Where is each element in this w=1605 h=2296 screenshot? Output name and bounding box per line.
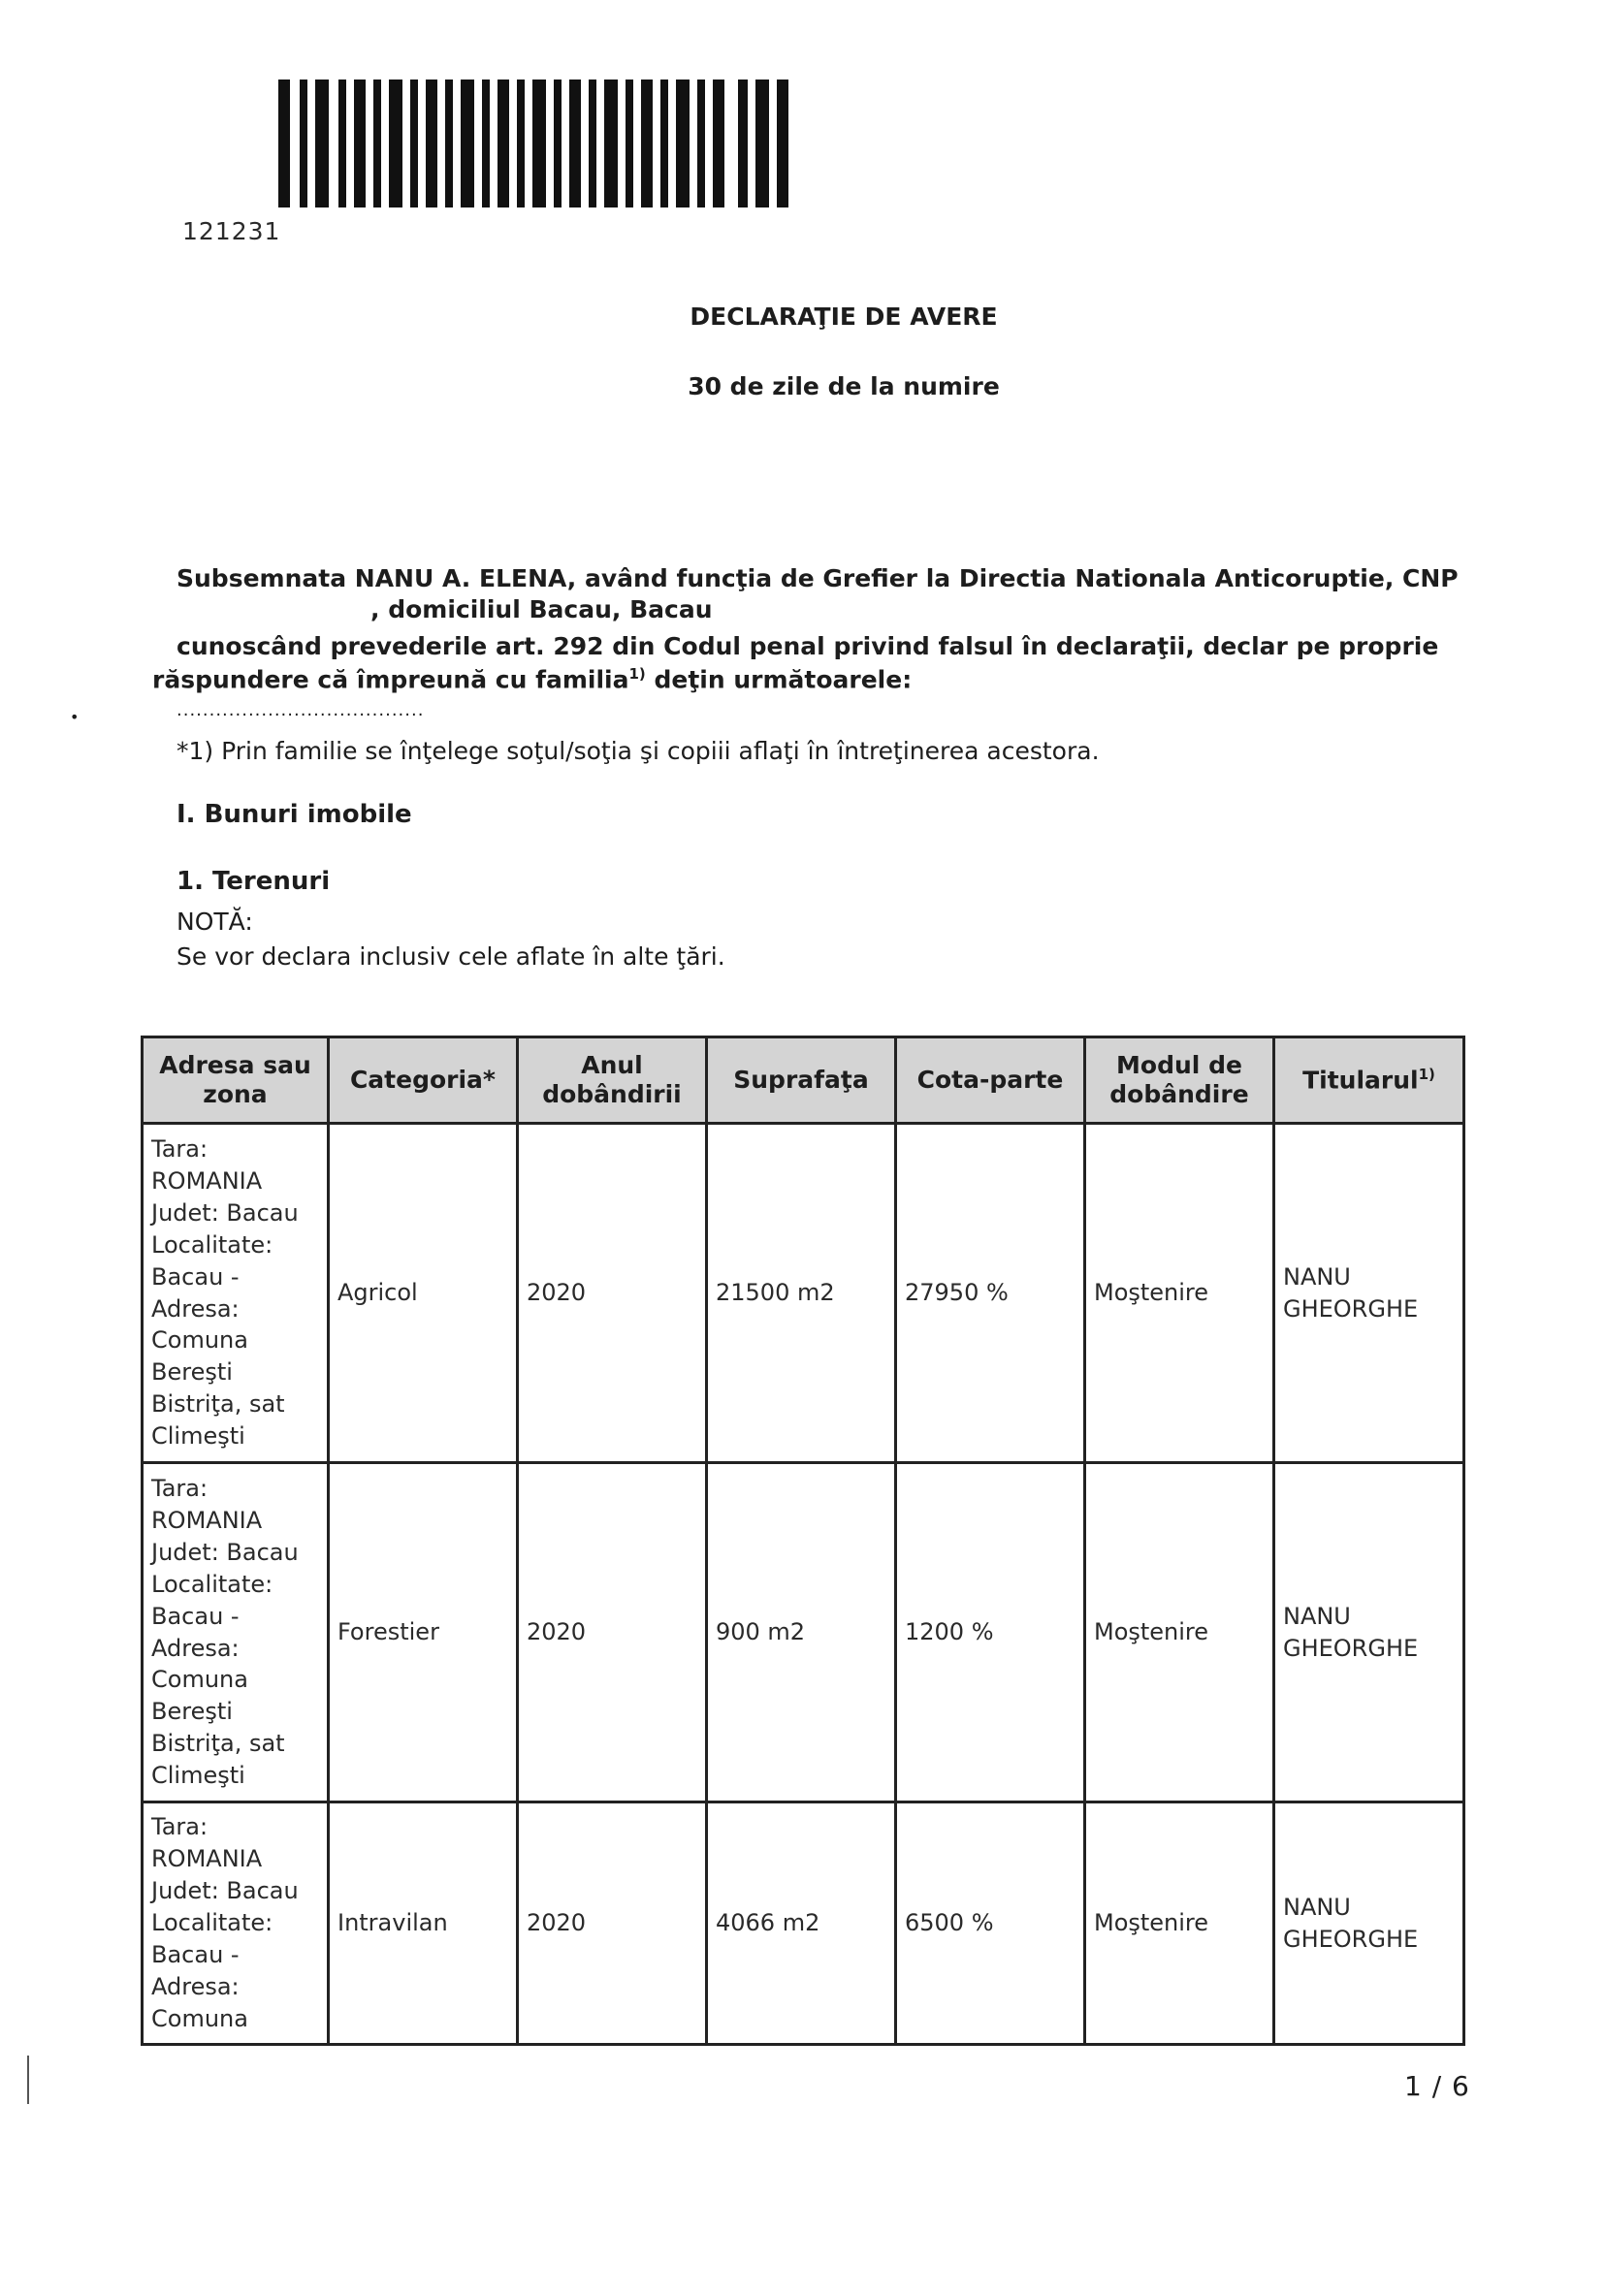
- col-header-categoria: Categoria*: [328, 1037, 517, 1124]
- col-header-titularul-text: Titularul: [1302, 1066, 1419, 1095]
- subsection-heading: 1. Terenuri: [177, 867, 331, 896]
- declaration-line-3: cunoscând prevederile art. 292 din Codul penal privind falsul în declaraţii, declar pe proprie: [177, 632, 1439, 660]
- cell-suprafata: 900 m2: [706, 1463, 895, 1802]
- cell-titularul: NANU GHEORGHE: [1273, 1463, 1463, 1802]
- section-heading: I. Bunuri imobile: [177, 800, 412, 829]
- cell-cota: 1200 %: [895, 1463, 1084, 1802]
- cell-modul: Moştenire: [1084, 1124, 1273, 1463]
- declaration-line-4: [152, 665, 912, 693]
- cell-categoria: Intravilan: [328, 1802, 517, 2045]
- col-header-anul: Anul dobândirii: [517, 1037, 706, 1124]
- table-header-row: [143, 1037, 1464, 1124]
- cell-suprafata: 4066 m2: [706, 1802, 895, 2045]
- margin-mark: •: [70, 708, 80, 726]
- table-row: [143, 1124, 1464, 1463]
- note-text: Se vor declara inclusiv cele aflate în alte ţări.: [177, 942, 725, 971]
- cell-anul: 2020: [517, 1124, 706, 1463]
- land-table: [141, 1036, 1465, 2046]
- table-row: [143, 1463, 1464, 1802]
- document-subtitle: 30 de zile de la numire: [688, 372, 1000, 400]
- dotted-line: ......................................: [177, 700, 425, 720]
- cell-cota: 27950 %: [895, 1124, 1084, 1463]
- cell-cota: 6500 %: [895, 1802, 1084, 2045]
- cell-adresa: Tara: ROMANIA Judet: Bacau Localitate: Bacau - Adresa: Comuna Bereşti Bistriţa, sat Climeşti: [143, 1463, 329, 1802]
- document-title: DECLARAŢIE DE AVERE: [690, 303, 998, 331]
- cell-adresa: Tara: ROMANIA Judet: Bacau Localitate: Bacau - Adresa: Comuna Bereşti Bistriţa, sat Climeşti: [143, 1124, 329, 1463]
- margin-line: [27, 2056, 29, 2104]
- col-header-titularul-sup: 1): [1418, 1065, 1435, 1083]
- cell-titularul: NANU GHEORGHE: [1273, 1124, 1463, 1463]
- cell-categoria: Agricol: [328, 1124, 517, 1463]
- col-header-adresa: Adresa sau zona: [143, 1037, 329, 1124]
- barcode-image: [278, 80, 792, 207]
- table-row: [143, 1802, 1464, 2045]
- page-number: 1 / 6: [1404, 2070, 1470, 2102]
- declaration-line-4-end: deţin următoarele:: [645, 665, 913, 694]
- cell-suprafata: 21500 m2: [706, 1124, 895, 1463]
- cell-adresa: Tara: ROMANIA Judet: Bacau Localitate: Bacau - Adresa: Comuna: [143, 1802, 329, 2045]
- col-header-cota: Cota-parte: [895, 1037, 1084, 1124]
- footnote-text: *1) Prin familie se înţelege soţul/soţia şi copiii aflaţi în întreţinerea acestora.: [177, 737, 1100, 765]
- cell-anul: 2020: [517, 1802, 706, 2045]
- barcode-number: 121231: [182, 217, 281, 245]
- col-header-suprafata: Suprafaţa: [706, 1037, 895, 1124]
- cell-titularul: NANU GHEORGHE: [1273, 1802, 1463, 2045]
- note-label: NOTĂ:: [177, 908, 253, 936]
- col-header-modul: Modul de dobândire: [1084, 1037, 1273, 1124]
- declaration-line-4-text: răspundere că împreună cu familia: [152, 665, 629, 694]
- declaration-line-2: , domiciliul Bacau, Bacau: [370, 595, 713, 623]
- declaration-line-1: Subsemnata NANU A. ELENA, având funcţia de Grefier la Directia Nationala Anticoruptie, CNP: [177, 564, 1459, 592]
- col-header-titularul: [1273, 1037, 1463, 1124]
- cell-modul: Moştenire: [1084, 1802, 1273, 2045]
- cell-anul: 2020: [517, 1463, 706, 1802]
- footnote-marker: 1): [628, 665, 646, 683]
- cell-categoria: Forestier: [328, 1463, 517, 1802]
- cell-modul: Moştenire: [1084, 1463, 1273, 1802]
